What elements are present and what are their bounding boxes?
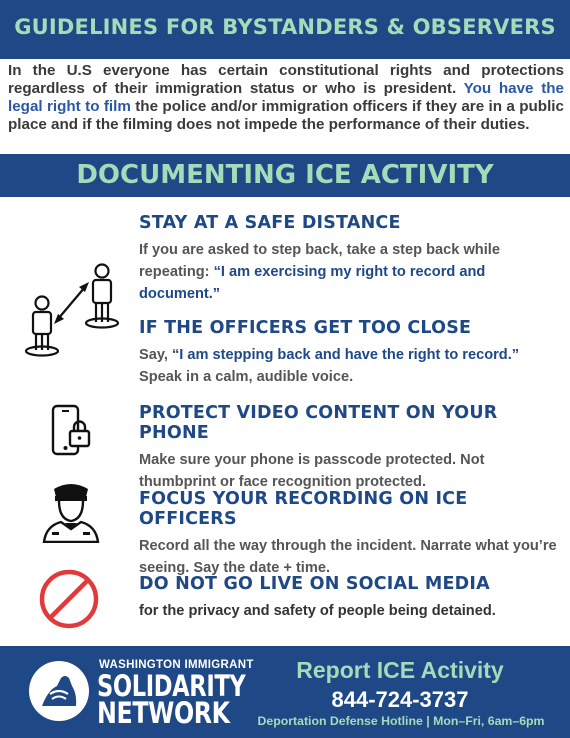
- solidarity-logo-icon: [28, 660, 90, 722]
- section-band: [0, 154, 570, 197]
- guideline-body: Say,: [139, 347, 172, 363]
- intro-text-end: the police and/or immigration officers if they are in a public place and if the filming does not impede the performance of their duties.: [8, 98, 564, 133]
- hotline-hours: Deportation Defense Hotline | Mon–Fri, 6am–6pm: [257, 714, 545, 728]
- guideline-heading: FOCUS YOUR RECORDING ON ICE OFFICERS: [139, 489, 468, 529]
- header-band: [0, 0, 570, 59]
- guideline-quote: “I am exercising my right to record and document.”: [139, 264, 486, 302]
- guideline-heading: PROTECT VIDEO CONTENT ON YOUR PHONE: [139, 403, 498, 443]
- guideline-safe-distance: [139, 213, 559, 305]
- guideline-body: If you are asked to step back, take a step back while repeating:: [139, 242, 500, 280]
- page-title: GUIDELINES FOR BYSTANDERS & OBSERVERS: [14, 15, 556, 39]
- guideline-text: Make sure your phone is passcode protected. Not thumbprint or face recognition protected.: [139, 452, 485, 490]
- guideline-text: [139, 344, 559, 388]
- intro-text: In the U.S everyone has certain constitutional rights and protections regardless of their immigration status or who is president.: [8, 62, 564, 97]
- report-heading: Report ICE Activity: [296, 657, 504, 683]
- guideline-text: for the privacy and safety of people being detained.: [139, 603, 496, 619]
- intro-highlight: You have the legal right to film: [8, 80, 564, 115]
- intro-paragraph: [8, 62, 564, 134]
- guideline-too-close: [139, 318, 559, 388]
- org-name-line1: WASHINGTON IMMIGRANT: [99, 659, 254, 671]
- guideline-no-live: [139, 574, 559, 622]
- org-name-line3: NETWORK: [97, 696, 230, 730]
- org-name-line2: SOLIDARITY: [97, 669, 246, 703]
- guideline-text: Record all the way through the incident. Narrate what you’re seeing. Say the date + time.: [139, 538, 557, 576]
- guideline-body-end: Speak in a calm, audible voice.: [139, 369, 354, 385]
- guideline-heading: STAY AT A SAFE DISTANCE: [139, 213, 401, 233]
- section-title: DOCUMENTING ICE ACTIVITY: [76, 160, 494, 190]
- guideline-text: [139, 239, 559, 305]
- officer-icon: [40, 481, 102, 543]
- guideline-heading: IF THE OFFICERS GET TOO CLOSE: [139, 318, 472, 338]
- two-people-distance-icon: [22, 262, 124, 360]
- guideline-quote: “I am stepping back and have the right to record.”: [172, 347, 520, 363]
- locked-phone-icon: [49, 404, 97, 458]
- guideline-heading: DO NOT GO LIVE ON SOCIAL MEDIA: [139, 574, 490, 594]
- guideline-focus-recording: [139, 489, 559, 579]
- prohibited-icon: [38, 568, 100, 630]
- guideline-protect-video: [139, 403, 559, 493]
- hotline-phone-number: 844-724-3737: [331, 687, 469, 712]
